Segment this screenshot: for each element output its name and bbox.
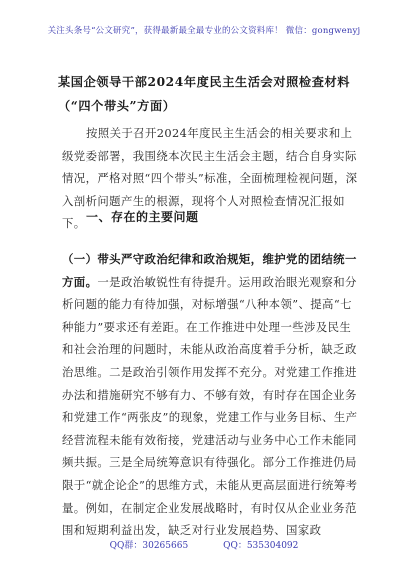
intro-text: 按照关于召开2024年度民主生活会的相关要求和上级党委部署，我围绕本次民主生活会主题，结合自身实际情况，严格对照“四个带头”标准，全面梳理检视问题，深入剖析问题产生的根源，现将个人对照检查情况汇报如下。 — [62, 126, 358, 231]
footer-qq-group: QQ群：30265665 — [109, 541, 189, 551]
point-paragraph — [62, 248, 358, 542]
document-title: 某国企领导干部2024年度民主生活会对照检查材料（“四个带头”方面） — [58, 75, 351, 113]
section-heading: 一、存在的主要问题 — [86, 210, 199, 224]
footer-qq: QQ：535304092 — [223, 541, 299, 551]
footer — [0, 538, 408, 551]
point-text: 一是政治敏锐性有待提升。运用政治眼光观察和分析问题的能力有待加强，对标增强“八种本领”、提高“七种能力”要求还有差距。在工作推进中处理一些涉及民生和社会治理的问题时，未能从政治高度着手分析，缺乏政治思维。二是政治引领作用发挥不充分。对党建工作推进办法和措施研究不够有力、不够有效，有时存在国企业务和党建工作“两张皮”的现象，党建工作与业务目标、生产经营流程未能有效衔接，党建活动与业务中心工作未能同频共振。三是全局统筹意识有待强化。部分工作推进仍局限于“就企论企”的思维方式，未能从更高层面进行统筹考量。例如，在制定企业发展战略时，有时仅从企业业务范围和短期利益出发，缺乏对行业发展趋势、国家政 — [62, 274, 358, 538]
header-banner: 关注头条号“公文研究”，获得最新最全最专业的公文资料库！ 微信：gongwenyj — [47, 26, 361, 36]
point-lead: （一）带头严守政治纪律和政治规矩，维护党的团结统一方面。 — [62, 252, 357, 289]
